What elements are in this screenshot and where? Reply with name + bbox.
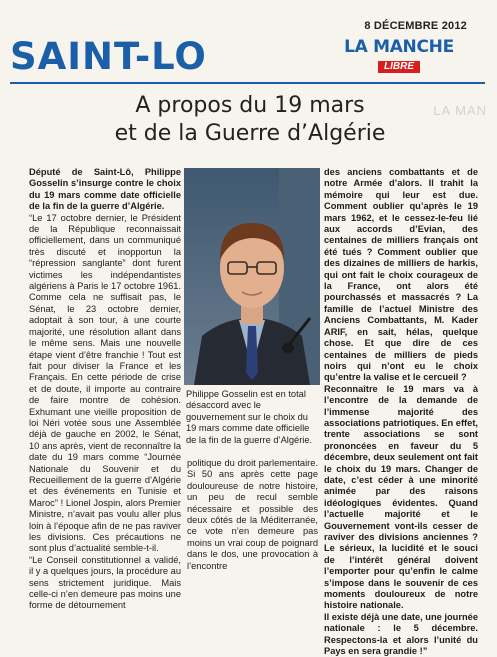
left-paragraph: “Le Conseil constitutionnel a validé, il y a quelques jours, la procédure au sens strictement juridique. Mais celle-ci n’en demeure pas moins une forme de détournement xyxy=(29,554,181,611)
logo-sub-text: LIBRE xyxy=(378,61,420,73)
headline-line-2: et de la Guerre d’Algérie xyxy=(114,121,386,146)
header-divider xyxy=(10,82,485,84)
newspaper-logo xyxy=(339,38,459,74)
middle-paragraph: politique du droit parlementaire. Si 50 ans après cette page douloureuse de notre histoire, un peu de recul semble nécessaire et possible des deux côtés de la Méditerranée, ce vote n’en demeure pas moins un vrai coup de poignard dans le dos, une provocation à l’encontre xyxy=(187,458,318,571)
bleed-through-text: LA MAN xyxy=(433,103,487,118)
left-paragraph: “Le 17 octobre dernier, le Président de la République reconnaissait officiellement, dans un communiqué très discuté et inopportun la “répression sanglante” dont furent victimes les indépendantistes algériens à Paris le 17 octobre 1961. Comme cela ne suffisait pas, le Sénat, le 23 octobre dernier, adoptait à son tour, à une courte majorité, une résolution allant dans le même sens. Mais une nouvelle étape vient d’être franchie ! Tout est fait pour diviser la France et les Français. En cette période de crise et de doute, il importe au contraire de faire montre de cohésion. Exhumant une vieille proposition de loi Néri votée sous une Assemblée déjà de gauche en 2002, le Sénat, 10 ans après, vient de reconnaître la date du 19 mars comme “Journée Nationale du Souvenir et du Recueillement de la guerre d’Algérie et des événements en Tunisie et Maroc” ! Lionel Jospin, alors Premier Ministre, n’avait pas voulu aller plus loin à l’époque afin de ne pas raviver les divisions. Ces précautions ne sont plus d’actualité semble-t-il. xyxy=(29,212,181,554)
right-paragraph: Il existe déjà une date, une journée nationale : le 5 décembre. Respectons-la et alors l’unité du Pays en sera grandie !” xyxy=(324,611,478,657)
section-title: SAINT-LO xyxy=(10,35,207,78)
publication-date: 8 DÉCEMBRE 2012 xyxy=(364,20,467,32)
right-paragraph: Reconnaître le 19 mars va à l’encontre de la demande de l’immense majorité des associations patriotiques. En effet, trente associations se sont prononcées en faveur du 5 décembre, deux seulement ont fait le choix du 19 mars. Changer de date, c’est céder à une minorité animée par des raisons idéologiques évidentes. Quand l’actuelle majorité et le Gouvernement vont-ils cesser de raviver des divisions anciennes ? Le sérieux, la lucidité et le souci de l’intérêt général doivent l’emporter pour qu’enfin le calme s’impose dans le souvenir de ces moments douloureux de notre histoire nationale. xyxy=(324,383,478,611)
portrait-illustration xyxy=(184,168,320,385)
middle-column xyxy=(187,458,318,578)
left-paragraph: Député de Saint-Lô, Philippe Gosselin s’insurge contre le choix du 19 mars comme date officielle de la fin de la guerre d’Algérie. xyxy=(29,167,181,212)
article-headline xyxy=(60,92,440,148)
right-column xyxy=(324,167,478,657)
left-column xyxy=(29,167,181,611)
headline-line-1: A propos du 19 mars xyxy=(135,93,365,118)
right-paragraph: des anciens combattants et de notre Armée d’alors. Il trahit la mémoire qui leur est due. Comment oublier qu’après le 19 mars 1962, et le cessez-le-feu lié aux accords d’Evian, des centaines de milliers français ont été tués ? Comment oublier que des dizaines de milliers de harkis, qui ont fait le choix courageux de la France, ont alors été pourchassés et massacrés ? La famille de l’actuel Ministre des Anciens Combattants, M. Kader ARIF, en sait, hélas, quelque chose. Et que dire de ces centaines de milliers de pieds noirs qui n’ont eu le choix qu’entre la valise et le cercueil ? xyxy=(324,167,478,383)
photo-caption: Philippe Gosselin est en total désaccord avec le gouvernement sur le choix du 19 mars comme date officielle de la fin de la guerre d’Algérie. xyxy=(186,389,313,445)
logo-main-text: LA MANCHE xyxy=(344,37,454,57)
portrait-photo xyxy=(184,168,320,385)
